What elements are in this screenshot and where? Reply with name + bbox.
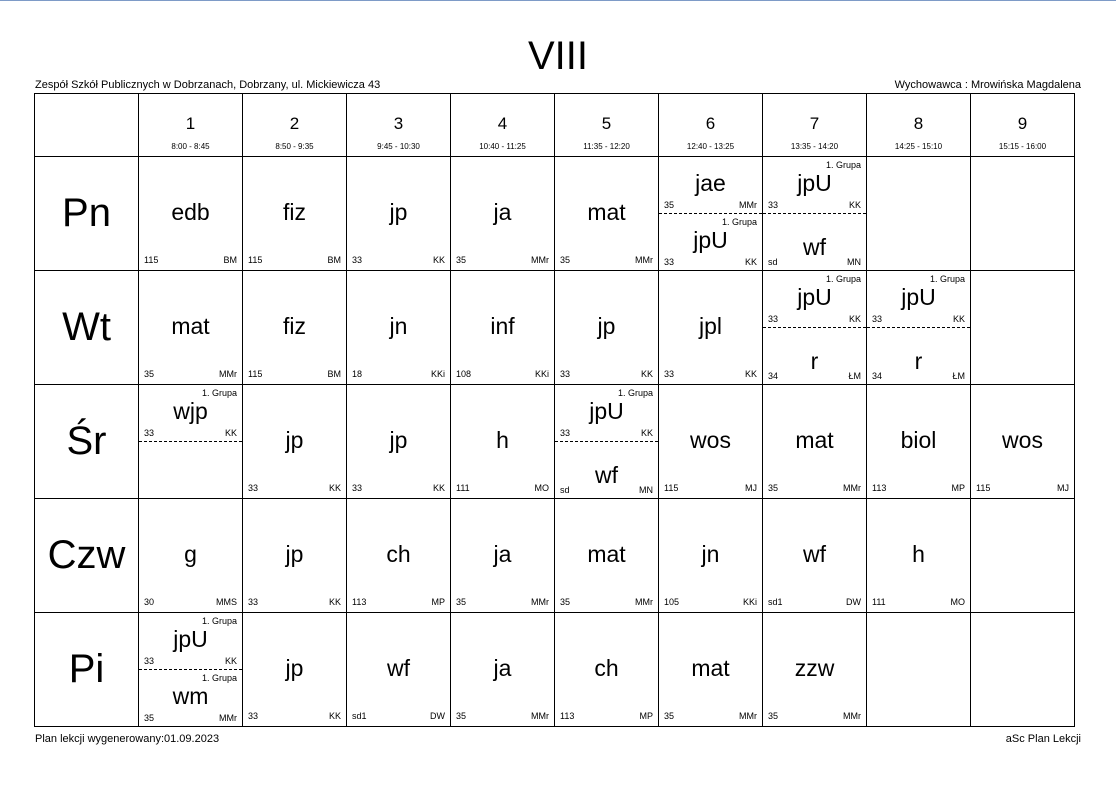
lesson-cell	[347, 499, 451, 613]
period-number: 8	[913, 114, 924, 133]
room-number: 35	[664, 200, 675, 210]
subject-name: r	[914, 348, 923, 374]
subject-name: jn	[389, 313, 408, 339]
room-number: 35	[144, 369, 155, 379]
teacher-code: MJ	[745, 483, 757, 493]
teacher-code: MMS	[216, 597, 237, 607]
teacher-code: MP	[951, 483, 965, 493]
subject-name: mat	[171, 313, 210, 339]
subject-name: fiz	[283, 313, 306, 339]
lesson-cell	[243, 499, 347, 613]
subject-name: ja	[493, 541, 512, 567]
subject-name: jpU	[589, 398, 624, 424]
lesson-cell	[555, 499, 659, 613]
room-number: 33	[768, 314, 779, 324]
lesson-cell	[763, 157, 867, 271]
teacher-code: MJ	[1057, 483, 1069, 493]
lesson-cell	[347, 271, 451, 385]
lesson-cell	[451, 613, 555, 727]
lesson-cell	[763, 499, 867, 613]
lesson-cell	[243, 271, 347, 385]
teacher-code: KK	[848, 314, 861, 324]
lesson-cell	[555, 157, 659, 271]
lesson-half-top	[139, 613, 242, 670]
lesson-half-bottom	[659, 214, 762, 270]
period-time: 14:25 - 15:10	[894, 142, 943, 151]
room-number: sd1	[768, 597, 783, 607]
subject-name: r	[810, 348, 819, 374]
teacher-code: KK	[224, 656, 237, 666]
room-number: 33	[248, 597, 259, 607]
room-number: 35	[768, 483, 779, 493]
period-time: 11:35 - 12:20	[583, 142, 630, 151]
teacher-code: ŁM	[952, 371, 965, 381]
teacher-code: BM	[327, 369, 341, 379]
room-number: 34	[768, 371, 779, 381]
room-number: sd1	[352, 711, 367, 721]
top-border-line	[0, 0, 1116, 1]
lesson-cell	[243, 613, 347, 727]
lesson-half-top	[555, 385, 658, 442]
lesson-half-top	[763, 157, 866, 214]
subject-name: wf	[803, 541, 826, 567]
teacher-code: MMr	[219, 369, 237, 379]
subject-name: jpU	[693, 227, 728, 253]
teacher-code: MP	[431, 597, 445, 607]
subject-name: h	[912, 541, 925, 567]
teacher-code: MO	[950, 597, 965, 607]
subject-name: jp	[389, 427, 408, 453]
subject-name: jn	[701, 541, 720, 567]
teacher-code: MN	[639, 485, 653, 495]
teacher-code: KK	[328, 711, 341, 721]
teacher-code: KK	[640, 428, 653, 438]
lesson-cell	[139, 613, 243, 727]
teacher-code: MMr	[635, 255, 653, 265]
subject-name: ch	[386, 541, 411, 567]
day-label-cell	[35, 613, 139, 727]
room-number: 35	[456, 711, 467, 721]
teacher-code: MMr	[531, 255, 549, 265]
group-label: 1. Grupa	[201, 388, 237, 398]
lesson-cell	[139, 271, 243, 385]
lesson-cell	[451, 499, 555, 613]
group-label: 1. Grupa	[825, 274, 861, 284]
room-number: 33	[248, 711, 259, 721]
room-number: 113	[560, 711, 575, 721]
period-number: 6	[705, 114, 716, 133]
room-number: 115	[248, 255, 263, 265]
room-number: 35	[144, 713, 155, 723]
room-number: 115	[976, 483, 991, 493]
teacher-code: KK	[328, 597, 341, 607]
lesson-cell	[139, 157, 243, 271]
subject-name: jp	[285, 655, 304, 681]
group-label: 1. Grupa	[617, 388, 653, 398]
day-label-cell	[35, 157, 139, 271]
period-number: 7	[809, 114, 820, 133]
teacher-code: KK	[328, 483, 341, 493]
room-number: 105	[664, 597, 680, 607]
lesson-half-top	[659, 157, 762, 214]
day-name: Wt	[62, 305, 111, 349]
room-number: 33	[768, 200, 779, 210]
group-label: 1. Grupa	[201, 616, 237, 626]
subject-name: mat	[691, 655, 730, 681]
subject-name: jpU	[901, 284, 936, 310]
room-number: 30	[144, 597, 155, 607]
lesson-half-bottom	[139, 442, 242, 498]
teacher-code: KKi	[742, 597, 757, 607]
room-number: sd	[560, 485, 570, 495]
lesson-cell	[971, 385, 1075, 499]
period-header-cell	[347, 94, 451, 157]
period-header-cell	[555, 94, 659, 157]
lesson-cell	[243, 385, 347, 499]
room-number: 33	[352, 483, 363, 493]
lesson-cell	[139, 385, 243, 499]
lesson-half-bottom	[763, 214, 866, 270]
software-credit: aSc Plan Lekcji	[1005, 733, 1081, 745]
lesson-cell	[451, 157, 555, 271]
subject-name: inf	[490, 313, 515, 339]
subject-name: fiz	[283, 199, 306, 225]
teacher-code: KK	[848, 200, 861, 210]
room-number: 33	[144, 428, 155, 438]
room-number: 35	[456, 597, 467, 607]
group-label: 1. Grupa	[825, 160, 861, 170]
teacher-code: MMr	[219, 713, 237, 723]
period-header-cell	[867, 94, 971, 157]
teacher-code: MMr	[531, 597, 549, 607]
subject-name: mat	[587, 541, 626, 567]
period-time: 9:45 - 10:30	[377, 142, 420, 151]
period-header-cell	[971, 94, 1075, 157]
generated-date: Plan lekcji wygenerowany:01.09.2023	[35, 733, 220, 745]
room-number: 111	[872, 597, 886, 607]
room-number: 18	[352, 369, 363, 379]
period-number: 9	[1017, 114, 1028, 133]
day-row	[35, 499, 1075, 613]
teacher-code: KK	[432, 483, 445, 493]
lesson-half-top	[139, 385, 242, 442]
subject-name: edb	[171, 199, 210, 225]
period-header-cell	[763, 94, 867, 157]
subject-name: wf	[803, 234, 826, 260]
period-header-row	[35, 94, 1075, 157]
lesson-cell	[659, 613, 763, 727]
subject-name: mat	[587, 199, 626, 225]
subject-name: jp	[389, 199, 408, 225]
group-label: 1. Grupa	[201, 673, 237, 683]
lesson-cell	[763, 385, 867, 499]
lesson-cell	[139, 499, 243, 613]
period-header-cell	[243, 94, 347, 157]
room-number: 33	[664, 257, 675, 267]
day-name: Śr	[66, 419, 107, 463]
lesson-cell	[347, 385, 451, 499]
room-number: 34	[872, 371, 883, 381]
lesson-cell	[451, 385, 555, 499]
period-time: 8:00 - 8:45	[171, 142, 210, 151]
room-number: 115	[664, 483, 679, 493]
lesson-cell	[659, 271, 763, 385]
period-time: 13:35 - 14:20	[790, 142, 839, 151]
timetable-grid	[34, 93, 1075, 727]
room-number: 113	[352, 597, 367, 607]
subject-name: ja	[493, 199, 512, 225]
lesson-cell	[347, 157, 451, 271]
room-number: 35	[456, 255, 467, 265]
lesson-cell	[555, 385, 659, 499]
teacher-code: KKi	[430, 369, 445, 379]
subject-name: ch	[594, 655, 619, 681]
teacher-code: MMr	[739, 200, 757, 210]
lesson-cell	[867, 271, 971, 385]
teacher-code: MP	[639, 711, 653, 721]
day-name: Pn	[62, 191, 111, 235]
subject-name: jpU	[173, 626, 208, 652]
day-row	[35, 385, 1075, 499]
teacher-code: MMr	[843, 711, 861, 721]
lesson-cell	[867, 385, 971, 499]
group-label: 1. Grupa	[929, 274, 965, 284]
room-number: 113	[872, 483, 887, 493]
period-number: 3	[393, 114, 404, 133]
teacher-code: KK	[744, 369, 757, 379]
room-number: 35	[560, 255, 571, 265]
teacher-code: DW	[430, 711, 445, 721]
subject-name: wm	[172, 683, 209, 709]
period-header-cell	[451, 94, 555, 157]
lesson-cell	[555, 271, 659, 385]
room-number: sd	[768, 257, 778, 267]
period-number: 1	[185, 114, 196, 133]
lesson-half-top	[867, 271, 970, 328]
lesson-cell	[867, 499, 971, 613]
teacher-code: DW	[846, 597, 861, 607]
teacher-code: ŁM	[848, 371, 861, 381]
subject-name: wos	[1002, 427, 1043, 453]
subject-name: biol	[900, 427, 937, 453]
lesson-half-top	[763, 271, 866, 328]
teacher-code: KK	[640, 369, 653, 379]
room-number: 108	[456, 369, 472, 379]
teacher-code: MMr	[739, 711, 757, 721]
period-header-cell	[659, 94, 763, 157]
lesson-cell	[243, 157, 347, 271]
day-name: Pi	[68, 647, 105, 691]
lesson-half-bottom	[867, 328, 970, 384]
subject-name: mat	[795, 427, 834, 453]
teacher-code: MMr	[635, 597, 653, 607]
subject-name: zzw	[794, 655, 835, 681]
lesson-cell	[659, 385, 763, 499]
subject-name: jp	[285, 541, 304, 567]
lesson-half-bottom	[555, 442, 658, 498]
room-number: 35	[768, 711, 779, 721]
teacher-code: KK	[432, 255, 445, 265]
day-label-cell	[35, 499, 139, 613]
group-label: 1. Grupa	[721, 217, 757, 227]
lesson-cell	[555, 613, 659, 727]
teacher-code: KKi	[534, 369, 549, 379]
lesson-cell	[347, 613, 451, 727]
subject-name: wos	[690, 427, 731, 453]
subject-name: jae	[695, 170, 726, 196]
day-label-cell	[35, 271, 139, 385]
lesson-cell	[451, 271, 555, 385]
room-number: 33	[144, 656, 155, 666]
lesson-cell	[867, 613, 971, 727]
subject-name: jpU	[797, 170, 832, 196]
period-time: 12:40 - 13:25	[686, 142, 735, 151]
subject-name: jpU	[797, 284, 832, 310]
lesson-cell	[971, 271, 1075, 385]
day-row	[35, 613, 1075, 727]
period-time: 15:15 - 16:00	[998, 142, 1047, 151]
room-number: 35	[560, 597, 571, 607]
subject-name: jpl	[698, 313, 722, 339]
lesson-half-bottom	[139, 670, 242, 726]
lesson-cell	[971, 613, 1075, 727]
period-time: 8:50 - 9:35	[275, 142, 314, 151]
period-number: 4	[497, 114, 508, 133]
subject-name: ja	[493, 655, 512, 681]
period-time: 10:40 - 11:25	[479, 142, 526, 151]
room-number: 35	[664, 711, 675, 721]
lesson-cell	[763, 271, 867, 385]
room-number: 33	[872, 314, 883, 324]
subject-name: wf	[595, 462, 618, 488]
teacher-code: BM	[327, 255, 341, 265]
lesson-cell	[659, 499, 763, 613]
day-row	[35, 271, 1075, 385]
lesson-cell	[971, 499, 1075, 613]
subject-name: jp	[285, 427, 304, 453]
teacher-code: MMr	[531, 711, 549, 721]
room-number: 115	[144, 255, 159, 265]
day-row	[35, 157, 1075, 271]
teacher-code: KK	[952, 314, 965, 324]
room-number: 33	[664, 369, 675, 379]
room-number: 33	[560, 428, 571, 438]
class-title: VIII	[527, 34, 589, 78]
lesson-cell	[867, 157, 971, 271]
day-label-cell	[35, 385, 139, 499]
period-number: 5	[601, 114, 612, 133]
school-name: Zespół Szkół Publicznych w Dobrzanach, Dobrzany, ul. Mickiewicza 43	[35, 79, 381, 91]
room-number: 115	[248, 369, 263, 379]
lesson-cell	[659, 157, 763, 271]
subject-name: jp	[597, 313, 616, 339]
period-number: 2	[289, 114, 300, 133]
class-tutor: Wychowawca : Mrowińska Magdalena	[894, 79, 1081, 91]
lesson-half-bottom	[763, 328, 866, 384]
room-number: 111	[456, 483, 470, 493]
day-name: Czw	[47, 533, 126, 577]
teacher-code: MMr	[843, 483, 861, 493]
teacher-code: MN	[847, 257, 861, 267]
subject-name: h	[496, 427, 509, 453]
teacher-code: KK	[744, 257, 757, 267]
room-number: 33	[352, 255, 363, 265]
teacher-code: KK	[224, 428, 237, 438]
subject-name: g	[184, 541, 197, 567]
lesson-cell	[763, 613, 867, 727]
subject-name: wjp	[173, 398, 208, 424]
room-number: 33	[248, 483, 259, 493]
room-number: 33	[560, 369, 571, 379]
subject-name: wf	[387, 655, 410, 681]
lesson-cell	[971, 157, 1075, 271]
teacher-code: MO	[534, 483, 549, 493]
period-header-cell	[139, 94, 243, 157]
teacher-code: BM	[223, 255, 237, 265]
corner-cell	[35, 94, 139, 157]
